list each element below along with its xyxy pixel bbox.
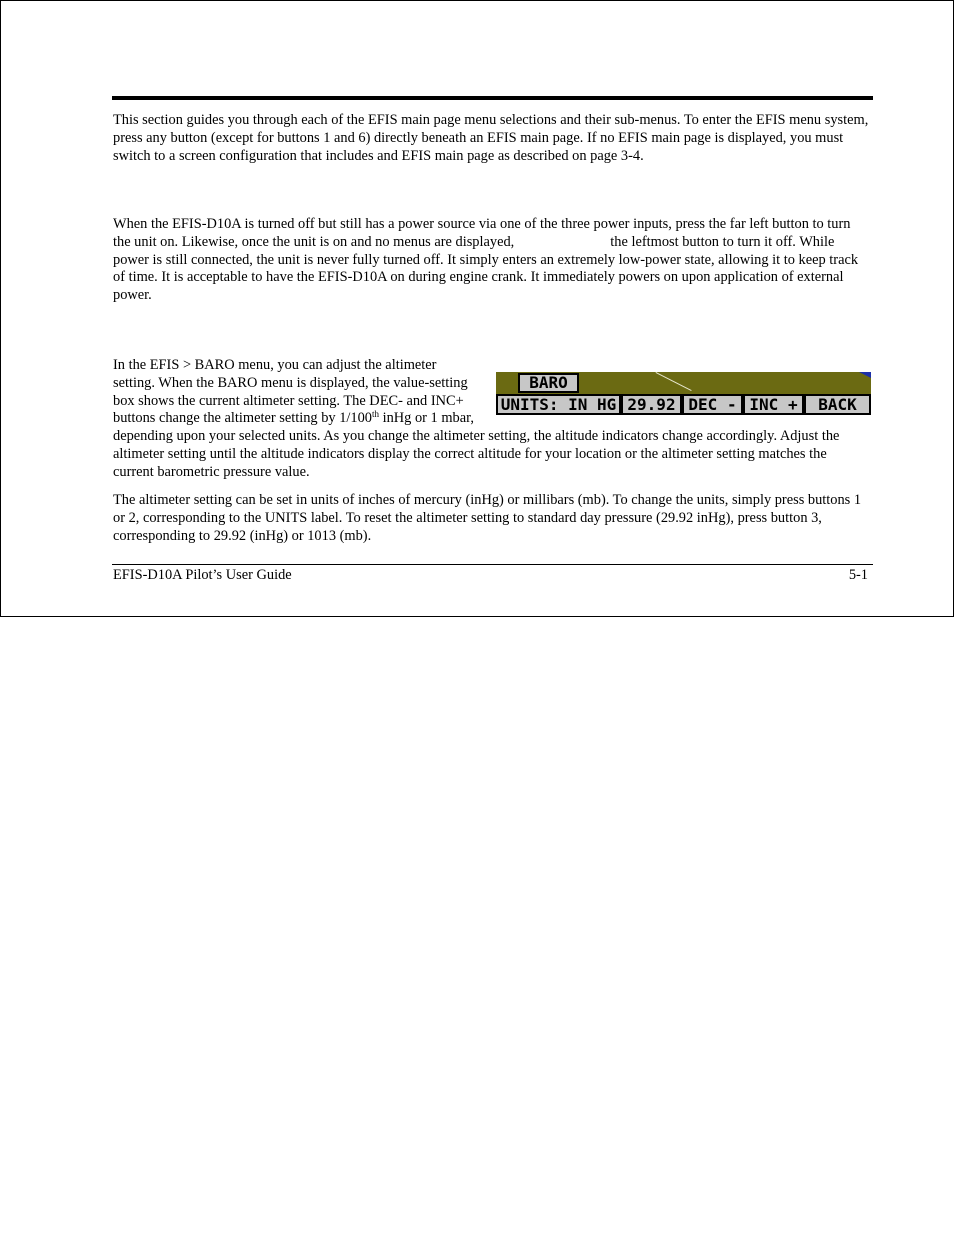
dec-button[interactable]: DEC - bbox=[682, 394, 743, 415]
efis-corner-marker bbox=[859, 372, 871, 378]
units-paragraph: The altimeter setting can be set in units of inches of mercury (inHg) or millibars (mb). To change the units, simply press buttons 1 or 2, corresponding to the UNITS label. To reset the altimeter setting to standard day pressure (29.92 inHg), press button 3, corresponding to 29.92 (inHg) or 1013 (mb). bbox=[113, 492, 862, 544]
footer-title: EFIS-D10A Pilot’s User Guide bbox=[113, 567, 292, 583]
header-rule bbox=[112, 96, 873, 100]
units-button[interactable]: UNITS: IN HG bbox=[496, 394, 621, 415]
efis-baro-screenshot bbox=[496, 357, 871, 415]
standard-pressure-button[interactable]: 29.92 bbox=[621, 394, 682, 415]
footer-rule bbox=[112, 564, 873, 565]
back-button[interactable]: BACK bbox=[804, 394, 871, 415]
power-paragraph bbox=[113, 216, 871, 305]
baro-text-1: In the EFIS > BARO menu, you can adjust the altimeter setting. When the BARO menu is displayed, the value-setting box shows the current altimeter setting. The DEC- and INC+ buttons change the altimeter setting by 1/100 bbox=[113, 357, 468, 427]
baro-section bbox=[113, 357, 871, 482]
power-text-1: When the EFIS-D10A is turned off but still has a power source via one of the three power inputs, press the far left button to turn the unit on. Likewise, once the unit is on and no menus are displayed, bbox=[113, 216, 851, 250]
baro-text-2: inHg or 1 mbar, depending upon your selected units. As you change the altimeter setting, the altitude indicators change accordingly. Adjust the altimeter setting until the altitude indicators display the correct altitude for your location or the altimeter setting matches the current barometric pressure value. bbox=[113, 410, 840, 480]
inc-button[interactable]: INC + bbox=[743, 394, 804, 415]
efis-horizon-line bbox=[656, 372, 692, 391]
superscript-th: th bbox=[371, 409, 379, 420]
efis-screen bbox=[496, 372, 871, 415]
baro-menu-title: BARO bbox=[518, 373, 579, 393]
page-number: 5-1 bbox=[848, 567, 868, 583]
efis-button-bar bbox=[496, 394, 871, 415]
intro-paragraph: This section guides you through each of the EFIS main page menu selections and their sub-menus. To enter the EFIS menu system, press any button (except for buttons 1 and 6) directly beneath an EFIS main page. If no EFIS main page is displayed, you must switch to a screen configuration that includes and EFIS main page as described on page 3-4. bbox=[113, 112, 869, 164]
power-text-2: the leftmost button to turn it off. While power is still connected, the unit is never fully turned off. It simply enters an extremely low-power state, allowing it to keep track of time. It is acceptable to have the EFIS-D10A on during engine crank. It immediately powers on upon application of external power. bbox=[113, 233, 859, 304]
page-frame bbox=[0, 0, 954, 617]
